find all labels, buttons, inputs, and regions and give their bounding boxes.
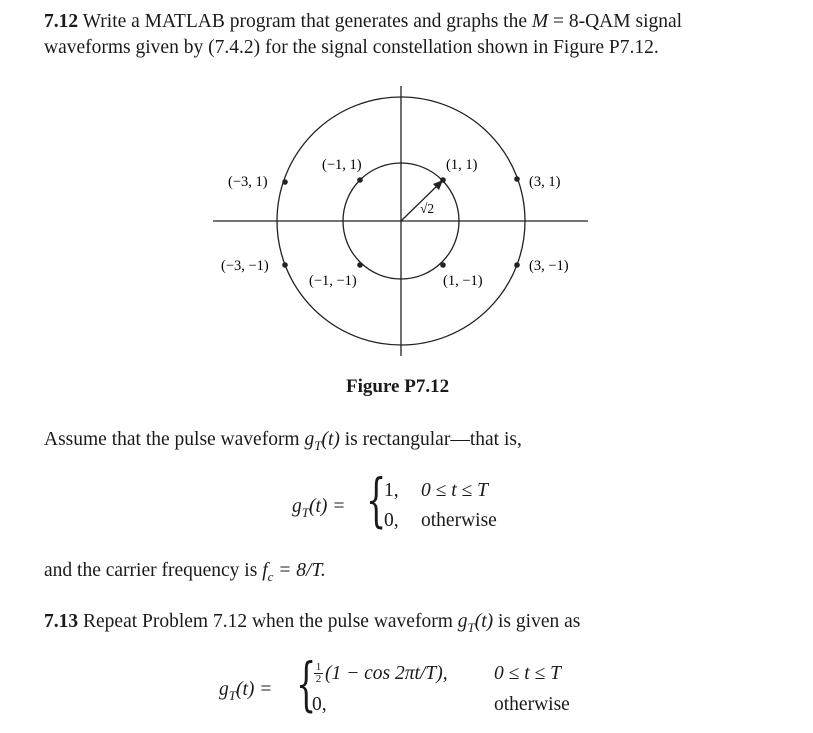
problem-7-12-line2: waveforms given by (7.4.2) for the signal constellation shown in Figure P7.12. (44, 37, 659, 58)
problem-713-number: 7.13 (44, 611, 79, 632)
point-m1-m1 (357, 262, 363, 268)
point-1-1 (440, 177, 446, 183)
carrier-paragraph (44, 558, 326, 590)
eq1-case1-cond: 0 ≤ t ≤ T (421, 480, 488, 501)
problem-713-tail: is given as (498, 611, 581, 632)
var-m: M (531, 11, 549, 32)
eq2-arg: (t) = (235, 679, 273, 700)
carrier-f: f (262, 560, 268, 581)
carrier-text: and the carrier frequency is (44, 560, 258, 581)
label-1-m1: (1, −1) (443, 273, 483, 289)
label-1-1: (1, 1) (446, 157, 478, 173)
eq2-brace: { (296, 650, 317, 718)
assume-paragraph (44, 427, 522, 459)
problem-text: Write a MATLAB program that generates and graphs the (82, 11, 527, 32)
assume-tail: is rectangular—that is, (344, 429, 522, 450)
problem-713-text: Repeat Problem 7.12 when the pulse waveform (83, 611, 453, 632)
figure-caption: Figure P7.12 (346, 376, 450, 397)
problem-713-sub: T (467, 619, 475, 635)
eq1-case2-cond: otherwise (421, 510, 497, 531)
point-m3-m1 (282, 262, 288, 268)
problem-713-g: g (457, 611, 468, 632)
eq1-case1-value: 1, (384, 480, 399, 501)
label-3-1: (3, 1) (529, 174, 561, 190)
eq2-sub: T (228, 687, 236, 703)
label-m1-1: (−1, 1) (322, 157, 362, 173)
eq1-case2-value: 0, (384, 510, 399, 531)
eq2-g: g (219, 679, 229, 700)
problem-713-arg: (t) (474, 611, 494, 632)
eq2-frac-num: 1 (315, 661, 322, 673)
eq1-brace: { (366, 466, 387, 534)
equals-sign: = (552, 11, 564, 32)
eq1-lhs (292, 494, 345, 526)
eq2-case1-expr: (1 − cos 2πt/T), (325, 663, 448, 684)
m-value: 8-QAM signal (568, 11, 683, 32)
problem-number: 7.12 (44, 11, 79, 32)
label-m3-m1: (−3, −1) (221, 258, 269, 274)
assume-arg: (t) (321, 429, 340, 450)
eq1-sub: T (301, 504, 309, 520)
assume-sub: T (314, 437, 322, 453)
problem-7-13 (44, 609, 580, 641)
radius-label: √2 (420, 201, 435, 216)
eq1-arg: (t) = (308, 496, 346, 517)
carrier-sub: c (267, 568, 274, 584)
eq2-fraction (314, 662, 323, 685)
point-3-m1 (514, 262, 520, 268)
point-3-1 (514, 176, 520, 182)
point-m3-1 (282, 179, 288, 185)
assume-g: g (304, 429, 315, 450)
eq2-lhs (219, 677, 272, 709)
label-3-m1: (3, −1) (529, 258, 569, 274)
eq2-case2-value: 0, (312, 694, 327, 715)
point-1-m1 (440, 262, 446, 268)
eq1-g: g (292, 496, 302, 517)
eq2-case1-cond: 0 ≤ t ≤ T (494, 663, 561, 684)
label-m3-1: (−3, 1) (228, 174, 268, 190)
label-m1-m1: (−1, −1) (309, 273, 357, 289)
eq2-case2-cond: otherwise (494, 694, 570, 715)
point-m1-1 (357, 177, 363, 183)
eq2-frac-den: 2 (315, 673, 322, 685)
assume-text: Assume that the pulse waveform (44, 429, 300, 450)
carrier-value: = 8/T. (278, 560, 326, 581)
